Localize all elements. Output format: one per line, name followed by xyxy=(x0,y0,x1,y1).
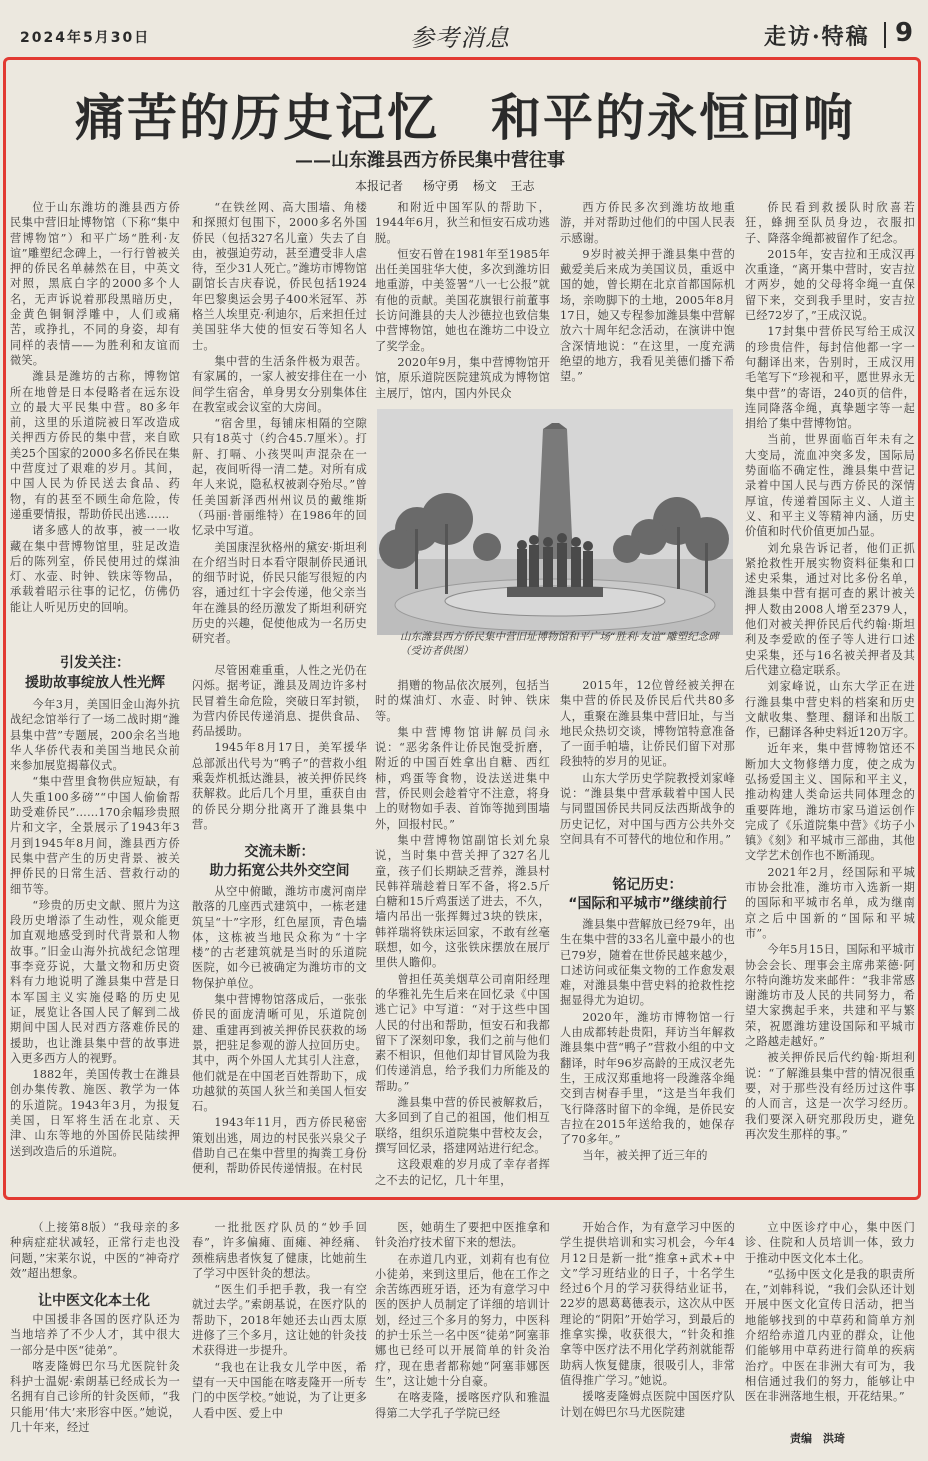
section-subhead xyxy=(560,876,735,914)
paragraph: 2021年2月，经国际和平城市协会批准，潍坊市入选新一期的国际和平城市名单，成为继南京之后中国新的“国际和平城市”。 xyxy=(745,865,915,940)
article-column xyxy=(10,200,180,645)
paragraph: 从空中俯瞰，潍坊市虞河南岸散落的几座西式建筑中，一栋老建筑呈“十”字形，红色屋顶，青色墙体，这栋被当地民众称为“十字楼”的古老建筑就是当时的乐道院医院，如今已被确定为潍坊市的文物保护单位。 xyxy=(192,885,367,990)
masthead xyxy=(0,0,928,56)
article-column xyxy=(192,663,367,839)
byline-role: 本报记者 xyxy=(355,179,404,193)
paragraph: 在喀麦隆，援喀医疗队和雅温得第二大学孔子学院已经 xyxy=(375,1391,550,1420)
paragraph: 今年3月，美国旧金山海外抗战纪念馆举行了一场二战时期“潍县集中营”专题展，200余名当地华人华侨代表和美国当地民众前来参加展览揭幕仪式。 xyxy=(10,698,180,773)
paragraph: 在赤道几内亚，刘莉有也有位小徒弟，来到这里后，他在工作之余苦练西班牙语，还为有意学习中医的医护人员制定了详细的培训计划，经过三个多月的努力，中医科的护士乐兰一名中医“徒弟”阿塞菲娜也已经可以开展简单的针灸治疗，现在患者都称她“阿塞菲娜医生”，这让她十分自豪。 xyxy=(375,1252,550,1388)
article-column xyxy=(192,200,367,660)
paragraph: 集中营博物馆落成后，一张张侨民的面庞清晰可见，乐道院创建、重建再到被关押侨民获救的场景，把驻足参观的游人拉回历史。其中，两个外国人尤其引人注意，他们就是在中国老百姓帮助下，成功越狱的英国人狄兰和美国人恒安石。 xyxy=(192,993,367,1114)
paragraph: 9岁时被关押于潍县集中营的戴爱美后来成为美国议员，重返中国的她，曾长期在北京首都国际机场，亲吻脚下的土地，2005年8月17日，她又专程参加潍县集中营解放六十周年纪念活动，在演讲中饱含深情地说：“在这里，一度充满绝望的地方，我看见美德们播下希望。” xyxy=(560,247,735,384)
paragraph: “弘扬中医文化是我的职责所在，”刘韩科说，“我们会队还计划开展中医文化宣传日活动，把当地能够找到的中草药和简单方剂介绍给赤道几内亚的群众，让他们能够用中草药进行简单的疾病治疗。中医在非洲大有可为，我相信通过我们的努力，能够让中医在非洲落地生根，开花结果。” xyxy=(745,1267,915,1404)
paragraph: 刘允泉告诉记者，他们正抓紧抢救性开展实物资料征集和口述史采集，通过对比多份名单，潍县集中营有据可查的累计被关押人数由2008人增至2379人，他们对被关押侨民后代约翰·斯坦利及李爱欧的侄子等人进行口述史采集，还与16名被关押者及其后代建立稳定联系。 xyxy=(745,541,915,677)
paragraph: 恒安石曾在1981年至1985年出任美国驻华大使，多次到潍坊旧地重游，中美签署“八一七公报”就有他的贡献。美国花旗银行前董事长访问潍县的夫人沙德拉也致信集中营博物馆，她也在潍坊二中设立了奖学金。 xyxy=(375,247,550,353)
subhead-line: 助力拓宽公共外交空间 xyxy=(209,863,350,879)
bottom-column xyxy=(375,1220,550,1452)
paragraph: 集中营博物馆副馆长刘允泉说，当时集中营关押了327名儿童，孩子们长期缺乏营养，潍县村民韩祥瑞趁着日军不备，将2.5斤白糖和15斤鸡蛋送了进去，不久，墙内吊出一张挥舞过3块的铁床，韩祥瑞将铁床运回家，不敢有丝毫联想，如今，这张铁床摆放在展厅里供人瞻仰。 xyxy=(375,833,550,970)
byline-author: 杨文 xyxy=(472,179,497,193)
subhead-line: 援助故事绽放人性光辉 xyxy=(25,675,165,691)
paragraph: （上接第8版）“我母亲的多种病症症状减轻，正常行走也没问题，”宋莱尔说，中医的“神奇疗效”超出想象。 xyxy=(10,1221,180,1280)
paragraph: “宿舍里，每铺床相隔的空隙只有18英寸（约合45.7厘米）。打鼾、打嗝、小孩哭叫声混杂在一起，夜间听得一清二楚。对所有成年人来说，隐私权被剥夺殆尽。”曾任美国新泽西州州议员的戴维斯（玛丽·普丽维特）在1986年的回忆录中写道。 xyxy=(192,417,367,538)
paragraph: 1945年8月17日，美军援华总部派出代号为“鸭子”的营救小组乘轰炸机抵达潍县，被关押侨民终获解救。此后几个月里，重获自由的侨民分期分批离开了潍县集中营。 xyxy=(192,741,367,831)
paragraph: 侨民看到救援队时欣喜若狂，蜂拥至队员身边，衣服扣子、降落伞绳都被留作了纪念。 xyxy=(745,201,915,245)
bottom-column xyxy=(10,1312,180,1452)
paragraph: 山东大学历史学院教授刘家峰说：“潍县集中营承载着中国人民与同盟国侨民共同反法西斯战争的历史记忆，对中国与西方公共外交空间具有不可替代的地位和作用。” xyxy=(560,771,735,846)
paragraph: 2015年，12位曾经被关押在集中营的侨民及侨民后代共80多人，重聚在潍县集中营旧址，与当地民众热切交谈，博物馆特意准备了一面手帕墙，让侨民们留下对那段独特的岁月的见证。 xyxy=(560,679,735,769)
subhead-line: 引发关注： xyxy=(60,655,130,671)
paragraph: 2020年9月，集中营博物馆开馆，原乐道院医院建筑成为博物馆主展厅，馆内，国内外民众 xyxy=(375,355,550,400)
paragraph: 潍县集中营的侨民被解救后，大多回到了自己的祖国，他们相互联络，组织乐道院集中营校友会，撰写回忆录，搭建网站进行纪念。 xyxy=(375,1096,550,1155)
paragraph: 诸多感人的故事，被一一收藏在集中营博物馆里，驻足改造后的陈列室，侨民使用过的煤油灯、水壶、时钟、铁床等物品，承载着昭示往事的记忆，仿佛仍能让人听见历史的回响。 xyxy=(10,524,180,614)
paragraph: “医生们手把手教，我一有空就过去学。”索朗基说，在医疗队的帮助下，2018年她还去山西太原进修了三个多月，这让她的针灸技术获得进一步提升。 xyxy=(192,1283,367,1358)
subhead-line: 铭记历史： xyxy=(612,877,683,893)
bottom-column xyxy=(745,1220,915,1428)
section-subhead xyxy=(192,843,367,881)
article-column xyxy=(10,697,180,1192)
article-column xyxy=(375,200,550,400)
byline-author: 杨守勇 xyxy=(422,179,459,193)
paragraph: 尽管困难重重，人性之光仍在闪烁。据考证，潍县及周边许多村民冒着生命危险，突破日军封锁，为营内侨民传递消息、提供食品、药品援助。 xyxy=(192,664,367,739)
article-column xyxy=(560,200,735,400)
paragraph: 刘家峰说，山东大学正在进行潍县集中营史料的档案和历史文献收集、整理、翻译和出版工作，已翻译各种史料近120万字。 xyxy=(745,680,915,740)
article-column xyxy=(745,200,915,1192)
paragraph: 位于山东潍坊的潍县西方侨民集中营旧址博物馆（下称“集中营博物馆”）和平广场“胜利·友谊”雕塑纪念碑上，一行行曾被关押的侨民名单赫然在目，中英文对照，黑底白字的2000多个人名，无声诉说着那段黑暗历史，金黄色铜铜浮雕中，人们或痛苦，或挣扎，不同的身姿，却有同样的表情——为胜利和友谊而微笑。 xyxy=(10,201,180,367)
page-number: 9 xyxy=(895,18,914,48)
masthead-divider xyxy=(884,22,886,48)
paragraph: 当年，被关押了近三年的 xyxy=(582,1149,708,1163)
paragraph: 近年来，集中营博物馆还不断加大文物修缮力度，使之成为弘扬爱国主义、国际和平主义，推动构建人类命运共同体理念的重要阵地，潍坊市家马道运创作完成了《乐道院集中营》《坊子小镇》《刻》和平城市三部曲，其他文学艺术创作也不断涌现。 xyxy=(745,742,915,863)
article-column xyxy=(560,678,735,872)
article-headline: 痛苦的历史记忆 和平的永恒回响 xyxy=(75,89,855,147)
paragraph: 立中医诊疗中心，集中医门诊、住院和人员培训一体，致力于推动中医文化本土化。 xyxy=(745,1221,915,1265)
bottom-column xyxy=(560,1220,735,1452)
paragraph: 喀麦隆姆巴尔马尤医院针灸科护士温妮·索朗基已经成长为一名拥有自己诊所的针灸医师，“我只能用‘伟大’来形容中医。”她说，几十年来，经过 xyxy=(10,1359,180,1435)
paragraph: “集中营里食物供应短缺，有人失重100多磅”“中国人偷偷帮助受难侨民”……170余幅珍贵照片和文字，全景展示了1943年3月到1945年8月间，潍县西方侨民集中营产生的历史背景、被关押侨民的日常生活、营救行动的细节等。 xyxy=(10,775,180,896)
paragraph: 1882年，美国传教士在潍县创办集传教、施医、教学为一体的乐道院。1943年3月，为报复美国，日军将生活在北京、天津、山东等地的外国侨民陆续押送到改造后的乐道院。 xyxy=(10,1068,180,1158)
paragraph: 西方侨民多次到潍坊故地重游，并对帮助过他们的中国人民表示感谢。 xyxy=(560,201,735,245)
subhead-line: “国际和平城市”继续前行 xyxy=(568,896,727,912)
issue-date: 2024年5月30日 xyxy=(20,30,151,46)
byline xyxy=(355,177,545,194)
paragraph: 这段艰难的岁月成了幸存者挥之不去的记忆，几十年里， xyxy=(375,1158,550,1187)
paragraph: 和附近中国军队的帮助下，1944年6月，狄兰和恒安石成功逃脱。 xyxy=(375,201,550,245)
paragraph: 一批批医疗队员的“妙手回春”，许多偏瘫、面瘫、神经痛、颈椎病患者恢复了健康，比她前生了学习中医针灸的想法。 xyxy=(192,1221,367,1280)
paragraph: 潍县集中营解放已经79年，出生在集中营的33名儿童中最小的也已79岁，随着在世侨民越来越少，口述访问或征集文物的工作愈发艰难，对潍县集中营史料的抢救性挖掘显得尤为迫切。 xyxy=(560,918,735,1008)
newspaper-logo: 参考消息 xyxy=(410,24,510,52)
paragraph: 1943年11月，西方侨民秘密策划出逃，周边的村民张兴泉父子借助自己在集中营里的掏粪工身份便利，帮助侨民传递情报。在村民 xyxy=(192,1116,367,1176)
paragraph: 当前，世界面临百年未有之大变局，流血冲突多发，国际局势面临不确定性，潍县集中营记录着中国人民与西方侨民的深情厚谊，传递着国际主义、人道主义、和平主义等精神内涵，历史价值和时代价值更加凸显。 xyxy=(745,433,915,539)
paragraph: 美国康涅狄格州的黛安·斯坦利在介绍当时日本看守限制侨民通讯的细节时说，侨民只能写很短的内容，通过红十字会传递，他父亲当年在潍县的经历激发了斯坦利研究历史的兴趣，促使他成为一名历史研究者。 xyxy=(192,540,367,646)
paragraph: 2015年，安吉拉和王成汉再次重逢，“离开集中营时，安吉拉才两岁，她的父母将伞绳一直保留下来，交到我手里时，安吉拉已经72岁了，”王成汉说。 xyxy=(745,247,915,323)
paragraph: 开始合作，为有意学习中医的学生提供培训和实习机会，今年4月12日是新一批“推拿+武术+中文”学习班结业的日子，十名学生经过6个月的学习获得结业证书，22岁的恩葛葛德表示，这次从中医理论的“阴阳”开始学习，到最后的推拿实操，收获很大，“针灸和推拿等中医疗法不用化学药剂就能帮助病人恢复健康，很吸引人，非常值得推广学习。”她说。 xyxy=(560,1221,735,1387)
section-subhead xyxy=(10,653,180,693)
paragraph: 今年5月15日，国际和平城市协会会长、理事会主席弗莱德·阿尔特向潍坊发来邮件：“我非常感谢潍坊市及人民的共同努力，希望大家携起手来，共建和平与繁荣，祝愿潍坊建设国际和平城市之路越走越好。” xyxy=(745,943,915,1049)
paragraph: 集中营博物馆讲解员闫永说：“恶劣条件让侨民饱受折磨，附近的中国百姓拿出自糖、西红柿，鸡蛋等食物，设法送进集中营，侨民则会趁着守不注意，将身上的财物如手表、首饰等抛到围墙外，回报村民。” xyxy=(375,725,550,831)
section-name: 走访·特稿 xyxy=(764,24,870,50)
article-column xyxy=(375,678,550,1192)
article-subtitle: ——山东潍县西方侨民集中营往事 xyxy=(295,150,565,171)
editor-credit: 责编 洪琦 xyxy=(790,1432,845,1445)
paragraph: “我也在让我女儿学中医，希望有一天中国能在喀麦隆开一所专门的中医学校。”她说，为了让更多人看中医、爱上中 xyxy=(192,1360,367,1420)
monument-illustration xyxy=(377,409,733,635)
article-column xyxy=(192,884,367,1192)
paragraph: “珍贵的历史文献、照片为这段历史增添了生动性，观众能更加直观地感受到时代背景和人物故事。”旧金山海外抗战纪念馆理事李竞芬说，大量文物和历史资料有力地说明了潍县集中营是日本军国主义实施侵略的历史见证，展览让各国人民了解到二战期间中国人民对西方落难侨民的援助，也让潍县集中营的故事进入更多西方人的视野。 xyxy=(10,898,180,1065)
bottom-column xyxy=(10,1220,180,1282)
paragraph: 被关押侨民后代约翰·斯坦利说：“了解潍县集中营的情况很重要，对于那些没有经历过这件事的人而言，这是一次学习经历。我们要深入研究那段历史，避免再次发生那样的事。” xyxy=(745,1051,915,1141)
bottom-subhead: 让中医文化本土化 xyxy=(38,1293,150,1309)
paragraph: 中国援非各国的医疗队还为当地培养了不少人才，其中很大一部分是中医“徒弟”。 xyxy=(10,1313,180,1357)
paragraph: 医，她萌生了要把中医推拿和针灸治疗技术留下来的想法。 xyxy=(375,1221,550,1250)
subhead-line: 交流未断： xyxy=(244,844,315,860)
paragraph: 援喀麦隆姆点医院中国医疗队计划在姆巴尔马尤医院建 xyxy=(560,1390,735,1419)
bottom-column xyxy=(192,1220,367,1452)
paragraph: 捐赠的物品依次展列，包括当时的煤油灯、水壶、时钟、铁床等。 xyxy=(375,679,550,723)
paragraph: 集中营的生活条件极为艰苦。有家属的，一家人被安排住在一小间学生宿舍，单身男女分别集体住在教室或会议室的大房间。 xyxy=(192,354,367,414)
byline-author: 王志 xyxy=(510,179,535,193)
article-column xyxy=(560,917,735,1192)
monument-photo xyxy=(377,409,733,635)
photo-caption: 山东潍县西方侨民集中营旧址博物馆和平广场“胜利·友谊”雕塑纪念碑（受访者供图） xyxy=(400,631,719,657)
paragraph: “在铁丝网、高大围墙、角楼和探照灯包围下，2000多名外国侨民（包括327名儿童）失去了自由，被强迫劳动，甚至遭受非人虐待，至少31人死亡。”潍坊市博物馆副馆长吉庆春说，侨民包括1924年巴黎奥运会男子400米冠军、苏格兰人埃里克·利迪尔，后来担任过美国驻华大使的恒安石等知名人士。 xyxy=(192,201,367,352)
paragraph: 2020年，潍坊市博物馆一行人由成都转赴贵阳，拜访当年解救潍县集中营“鸭子”营救小组的中文翻译，时年96岁高龄的王成汉老先生，王成汉郑重地将一段潍落伞绳交到吉树春手里，“这是当年我们飞行降落时留下的伞绳，是侨民安吉拉在2015年送给我的，她保存了70多年。” xyxy=(560,1010,735,1147)
paragraph: 17封集中营侨民写给王成汉的珍贵信件，每封信他都一字一句翻译出来，告别时，王成汉用毛笔写下“珍视和平，愿世界永无集中营”的寄语，240页的信件，连同降落伞绳，真挚题字等一起捐给了集中营博物馆。 xyxy=(745,325,915,431)
paragraph: 潍县是潍坊的古称，博物馆所在地曾是日本侵略者在远东设立的最大平民集中营。80多年前，这里的乐道院被日军改造成关押西方侨民的集中营，来自欧美25个国家的2000多名侨民在集中营度过了艰难的岁月。其间，中国人民为侨民送去食品、药物，有的甚至不顾生命危险，传递重要情报，帮助侨民出逃…… xyxy=(10,370,180,521)
paragraph: 曾担任英美烟草公司南阳经理的华雅礼先生后来在回忆录《中国逃亡记》中写道：“对于这些中国人民的付出和帮助，恒安石和我都留下了深刻印象，我们之前与他们素不相识，但他们却甘冒风险为我们传递消息，给予我们力所能及的帮助。” xyxy=(375,972,550,1093)
